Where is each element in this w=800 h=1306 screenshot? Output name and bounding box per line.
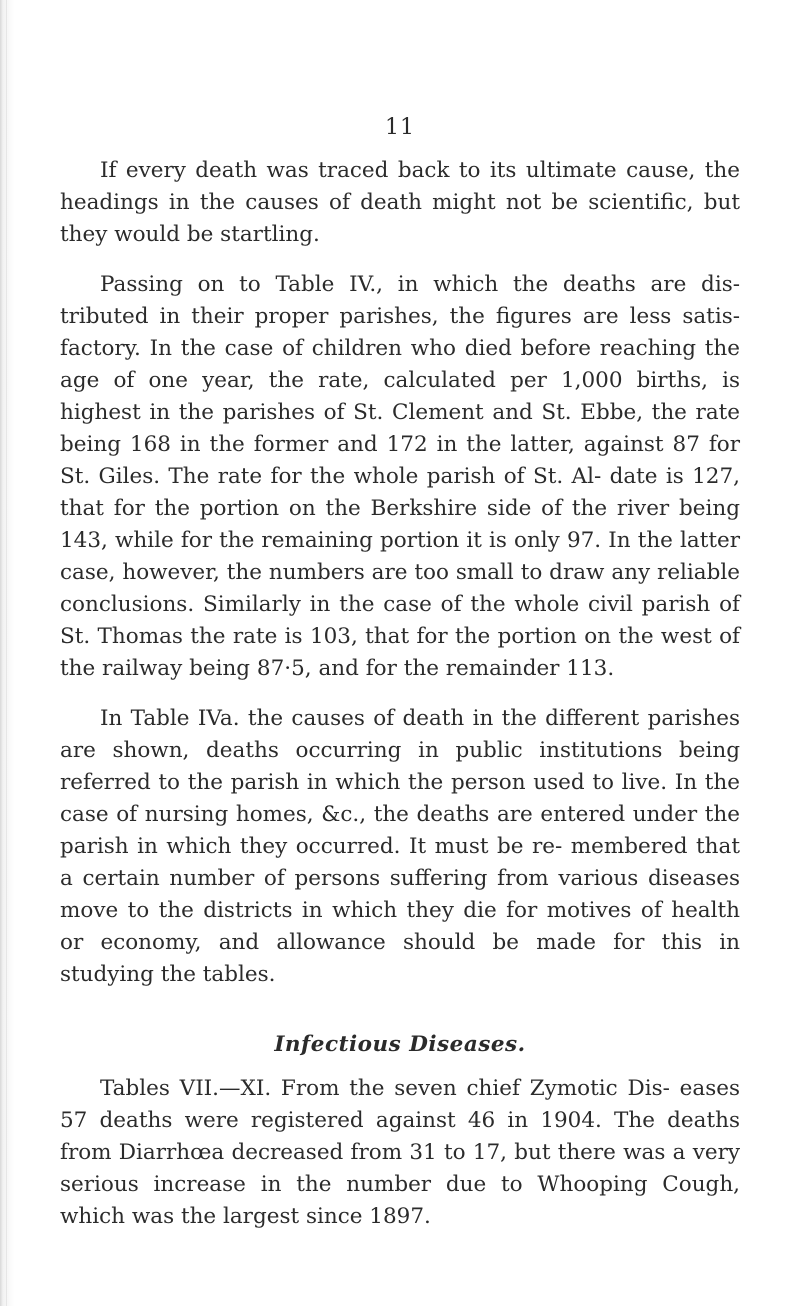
paragraph-ultimate-cause: If every death was traced back to its ultimate cause, the headings in the causes of death might not be scientific, but they would be startling. [60, 158, 740, 247]
paragraph-table-iv: Passing on to Table IV., in which the deaths are dis- tributed in their proper parishes, the figures are less satis- factory. In the case of children who died before reaching the age of one year, the rate, calculated per 1,000 births, is highest in the parishes of St. Clement and St. Ebbe, the rate being 168 in the former and 172 in the latter, against 87 for St. Giles. The rate for the whole parish of St. Al- date is 127, that for the portion on the Berkshire side of the river being 143, while for the remaining portion it is only 97. In the latter case, however, the numbers are too small to draw any reliable conclusions. Similarly in the case of the whole civil parish of St. Thomas the rate is 103, that for the portion on the west of the railway being 87·5, and for the remainder 113. [60, 272, 740, 681]
page-body [60, 155, 740, 1251]
page-binding-edge [0, 0, 14, 1306]
paragraph-zymotic-diseases: Tables VII.—XI. From the seven chief Zymotic Dis- eases 57 deaths were registered against 46 in 1904. The deaths from Diarrhœa decreased from 31 to 17, but there was a very serious increase in the number due to Whooping Cough, which was the largest since 1897. [60, 1076, 740, 1229]
page-binding-line [6, 0, 7, 1306]
section-heading-infectious-diseases: Infectious Diseases. [274, 1032, 526, 1057]
page-number: 11 [385, 115, 415, 140]
paragraph-table-iva: In Table IVa. the causes of death in the different parishes are shown, deaths occurring in public institutions being referred to the parish in which the person used to live. In the case of nursing homes, &c., the deaths are entered under the parish in which they occurred. It must be re- membered that a certain number of persons suffering from various diseases move to the districts in which they die for motives of health or economy, and allowance should be made for this in studying the tables. [60, 706, 740, 987]
